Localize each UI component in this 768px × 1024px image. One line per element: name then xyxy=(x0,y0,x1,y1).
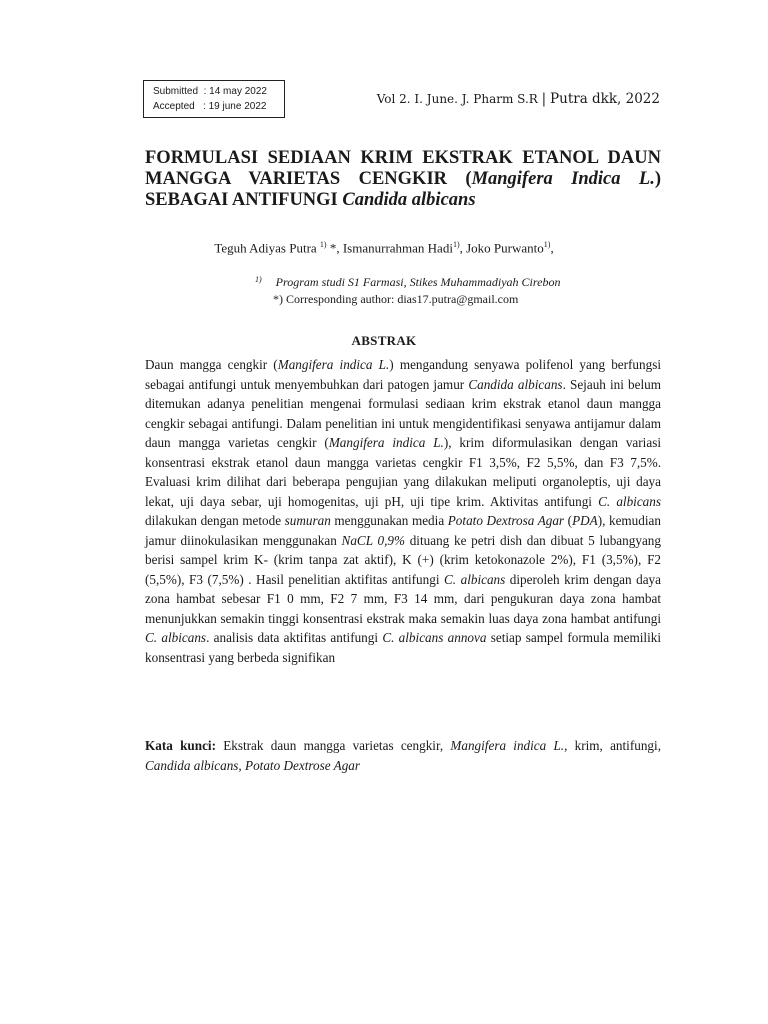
title-part-1: FORMULASI SEDIAAN KRIM EKSTRAK ETANOL DAUN MANGGA VARIETAS CENGKIR ( xyxy=(145,148,661,189)
submitted-date: : 14 may 2022 xyxy=(203,86,267,97)
abstract-text xyxy=(145,355,661,667)
abstract-seg: . Sejauh ini belum ditemukan adanya penelitian mengenai formulasi sediaan krim ekstrak etanol daun mangga cengkir sebagai antifungi. Dalam penelitian ini untuk mengidentifikasi senyawa antijamur dalam daun mangga varietas cengkir ( xyxy=(145,376,662,450)
accepted-row xyxy=(153,99,284,114)
keywords-label: Kata kunci: xyxy=(145,738,216,753)
title-species: Mangifera Indica L. xyxy=(471,169,655,189)
paper-title xyxy=(145,148,661,211)
abstract-seg: dituang ke petri dish dan dibuat 5 lubangyang berisi sampel krim K- (krim tanpa zat aktif), K (+) (krim ketokonazole 2%), F1 (3,5%), F2 (5,5%), F3 (7,5%) . Hasil penelitian aktifitas antifungi xyxy=(145,532,661,587)
abstract-seg: setiap sampel formula memiliki konsentrasi yang berbeda signifikan xyxy=(145,630,661,665)
author-3: Joko Purwanto xyxy=(466,240,544,256)
keywords xyxy=(145,736,661,775)
keywords-seg: , krim, antifungi, xyxy=(564,738,661,753)
keywords-seg: Ekstrak daun mangga varietas cengkir, xyxy=(215,738,451,753)
abstract-seg-italic: C. albicans annova xyxy=(382,630,487,645)
abstract-seg: ) mengandung senyawa polifenol yang berfungsi sebagai antifungi untuk menyembuhkan dari patogen jamur xyxy=(145,357,661,392)
affiliation xyxy=(255,271,560,308)
abstract-seg: ), kemudian jamur diinokulasikan menggunakan xyxy=(145,513,661,548)
corresponding-author: *) Corresponding author: dias17.putra@gmail.com xyxy=(273,292,519,306)
keywords-seg-italic: Mangifera indica L. xyxy=(450,738,565,753)
abstract-heading: ABSTRAK xyxy=(351,333,417,348)
abstract-seg: dilakukan dengan metode xyxy=(145,513,285,528)
abstract-seg: diperoleh krim dengan daya zona hambat sebesar F1 0 mm, F2 7 mm, F3 14 mm, dari pengukuran daya zona hambat menunjukkan semakin tinggi konsentrasi ekstrak maka semakin luas daya zona hambat antifungi xyxy=(145,571,662,626)
submitted-label: Submitted xyxy=(153,86,199,97)
author-2: Ismanurrahman Hadi xyxy=(342,240,453,256)
author-1: Teguh Adiyas Putra xyxy=(214,240,320,256)
author-2-affil: 1) xyxy=(452,240,460,249)
abstract-seg: Daun mangga cengkir ( xyxy=(145,357,278,372)
abstract-seg-italic: Mangifera indica L. xyxy=(277,357,390,372)
abstract-seg-italic: C. albicans xyxy=(145,630,207,645)
abstract-seg-italic: C. albicans xyxy=(598,493,662,509)
abstract-seg-italic: sumuran xyxy=(284,513,331,528)
accepted-date: : 19 june 2022 xyxy=(203,101,267,112)
title-organism: Candida albicans xyxy=(342,190,476,210)
abstract-seg-italic: NaCL 0,9% xyxy=(341,532,405,548)
affiliation-institution: Program studi S1 Farmasi, Stikes Muhammadiyah Cirebon xyxy=(275,275,561,289)
affiliation-marker: 1) xyxy=(255,275,262,284)
submission-dates-box xyxy=(143,80,285,118)
abstract-seg: menggunakan media xyxy=(330,513,448,528)
author-sep: , xyxy=(459,240,467,256)
title-part-3: ) SEBAGAI ANTIFUNGI xyxy=(145,169,661,210)
author-3-affil: 1) xyxy=(543,240,551,249)
abstract-seg-italic: PDA xyxy=(572,513,598,528)
submitted-row xyxy=(153,84,284,99)
accepted-label: Accepted xyxy=(153,101,195,112)
abstract-seg: ( xyxy=(564,513,573,528)
journal-volume: Vol 2. I. June. J. Pharm S.R xyxy=(376,92,538,106)
author-1-affil: 1) xyxy=(319,240,327,249)
abstract-seg-italic: Potato Dextrosa Agar xyxy=(447,513,565,528)
journal-separator: | xyxy=(541,91,547,107)
keywords-seg-italic: Candida albicans, Potato Dextrose Agar xyxy=(145,757,361,773)
author-1-mark: *, xyxy=(326,240,343,256)
author-list xyxy=(0,240,768,256)
abstract-seg-italic: Candida albicans xyxy=(468,376,563,392)
author-list-end: , xyxy=(550,240,554,256)
journal-author-year: Putra dkk, 2022 xyxy=(550,91,660,107)
journal-reference xyxy=(377,91,660,107)
abstract-seg: . analisis data aktifitas antifungi xyxy=(206,630,383,645)
abstract-seg-italic: C. albicans xyxy=(444,571,506,587)
abstract-seg-italic: Mangifera indica L. xyxy=(328,435,444,450)
abstract-seg: ), krim diformulasikan dengan variasi konsentrasi ekstrak etanol daun mangga varietas cengkir F1 3,5%, F2 5,5%, dan F3 7,5%. Evaluasi krim dilihat dari beberapa pengujian yang dilakukan meliputi organoleptis, uji daya lekat, uji daya sebar, uji homogenitas, uji pH, uji tipe krim. Aktivitas antifungi xyxy=(145,435,661,509)
affiliation-line xyxy=(255,271,560,291)
